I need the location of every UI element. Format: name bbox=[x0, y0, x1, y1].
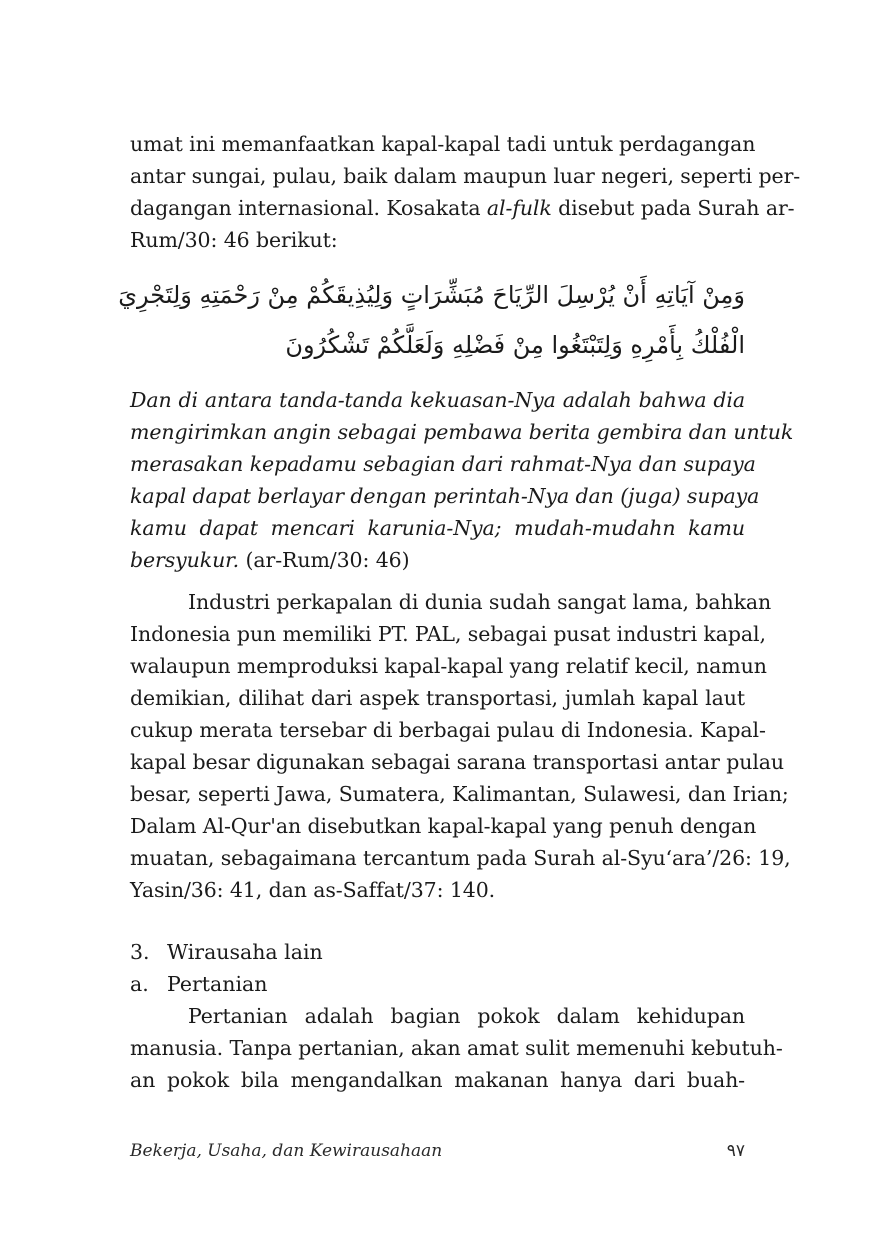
industry-line-7: besar, seperti Jawa, Sumatera, Kalimantan, Sulawesi, dan Irian; bbox=[130, 782, 789, 806]
industry-line-2: Indonesia pun memiliki PT. PAL, sebagai pusat industri kapal, bbox=[130, 622, 766, 646]
agriculture-paragraph bbox=[130, 1000, 783, 1096]
intro-line-2: antar sungai, pulau, baik dalam maupun luar negeri, seperti per- bbox=[130, 164, 801, 188]
section-number-a: a. bbox=[130, 972, 149, 996]
verse-reference: (ar-Rum/30: 46) bbox=[239, 548, 410, 572]
page-number: ٩٧ bbox=[726, 1141, 745, 1161]
translation-line-2: mengirimkan angin sebagai pembawa berita gembira dan untuk bbox=[130, 420, 794, 444]
section-title-a: Pertanian bbox=[167, 972, 268, 996]
translation-line-3: merasakan kepadamu sebagian dari rahmat-Nya dan supaya bbox=[130, 452, 756, 476]
industry-line-3: walaupun memproduksi kapal-kapal yang relatif kecil, namun bbox=[130, 654, 767, 678]
intro-line-3-start: dagangan internasional. Kosakata bbox=[130, 196, 487, 220]
section-title-3: Wirausaha lain bbox=[167, 940, 323, 964]
agriculture-line-2: manusia. Tanpa pertanian, akan amat sulit memenuhi kebutuh- bbox=[130, 1036, 783, 1060]
agriculture-line-1: Pertanian adalah bagian pokok dalam kehidupan bbox=[188, 1004, 745, 1028]
agriculture-line-3: an pokok bila mengandalkan makanan hanya dari buah- bbox=[130, 1068, 745, 1092]
translation-last-word: bersyukur. bbox=[130, 548, 240, 572]
industry-line-9: muatan, sebagaimana tercantum pada Surah al-Syu‘ara’/26: 19, bbox=[130, 846, 791, 870]
intro-line-4: Rum/30: 46 berikut: bbox=[130, 228, 338, 252]
industry-line-8: Dalam Al-Qur'an disebutkan kapal-kapal yang penuh dengan bbox=[130, 814, 757, 838]
industry-line-6: kapal besar digunakan sebagai sarana transportasi antar pulau bbox=[130, 750, 784, 774]
page-body bbox=[118, 128, 801, 1096]
running-book-title: Bekerja, Usaha, dan Kewirausahaan bbox=[130, 1141, 443, 1161]
section-number-3: 3. bbox=[130, 940, 150, 964]
industry-line-5: cukup merata tersebar di berbagai pulau di Indonesia. Kapal- bbox=[130, 718, 766, 742]
translation-line-6 bbox=[130, 544, 745, 576]
intro-paragraph bbox=[130, 128, 801, 256]
verse-line-1: وَمِنْ آيَاتِهِ أَنْ يُرْسِلَ الرِّيَاحَ مُبَشِّرَاتٍ وَلِيُذِيقَكُمْ مِنْ رَحْمَتِهِ وَلِتَجْرِيَ bbox=[118, 281, 745, 309]
quran-verse bbox=[118, 270, 745, 370]
intro-line-3-end: disebut pada Surah ar- bbox=[551, 196, 795, 220]
translation-line-4: kapal dapat berlayar dengan perintah-Nya dan (juga) supaya bbox=[130, 484, 760, 508]
verse-line-2: الْفُلْكُ بِأَمْرِهِ وَلِتَبْتَغُوا مِنْ فَضْلِهِ وَلَعَلَّكُمْ تَشْكُرُونَ bbox=[285, 331, 745, 359]
industry-paragraph bbox=[130, 586, 791, 906]
section-heading-3 bbox=[130, 936, 745, 968]
intro-line-1: umat ini memanfaatkan kapal-kapal tadi untuk perdagangan bbox=[130, 132, 756, 156]
section-heading-a bbox=[130, 968, 745, 1000]
industry-line-10: Yasin/36: 41, dan as-Saffat/37: 140. bbox=[130, 878, 496, 902]
translation-line-5: kamu dapat mencari karunia-Nya; mudah-mudahn kamu bbox=[130, 516, 745, 540]
industry-line-4: demikian, dilihat dari aspek transportasi, jumlah kapal laut bbox=[130, 686, 745, 710]
verse-translation bbox=[130, 384, 794, 576]
term-al-fulk: al-fulk bbox=[486, 196, 552, 220]
intro-line-3 bbox=[130, 192, 795, 224]
page-footer bbox=[130, 1136, 745, 1166]
industry-line-1: Industri perkapalan di dunia sudah sangat lama, bahkan bbox=[188, 590, 772, 614]
translation-line-1: Dan di antara tanda-tanda kekuasan-Nya adalah bahwa dia bbox=[130, 388, 745, 412]
